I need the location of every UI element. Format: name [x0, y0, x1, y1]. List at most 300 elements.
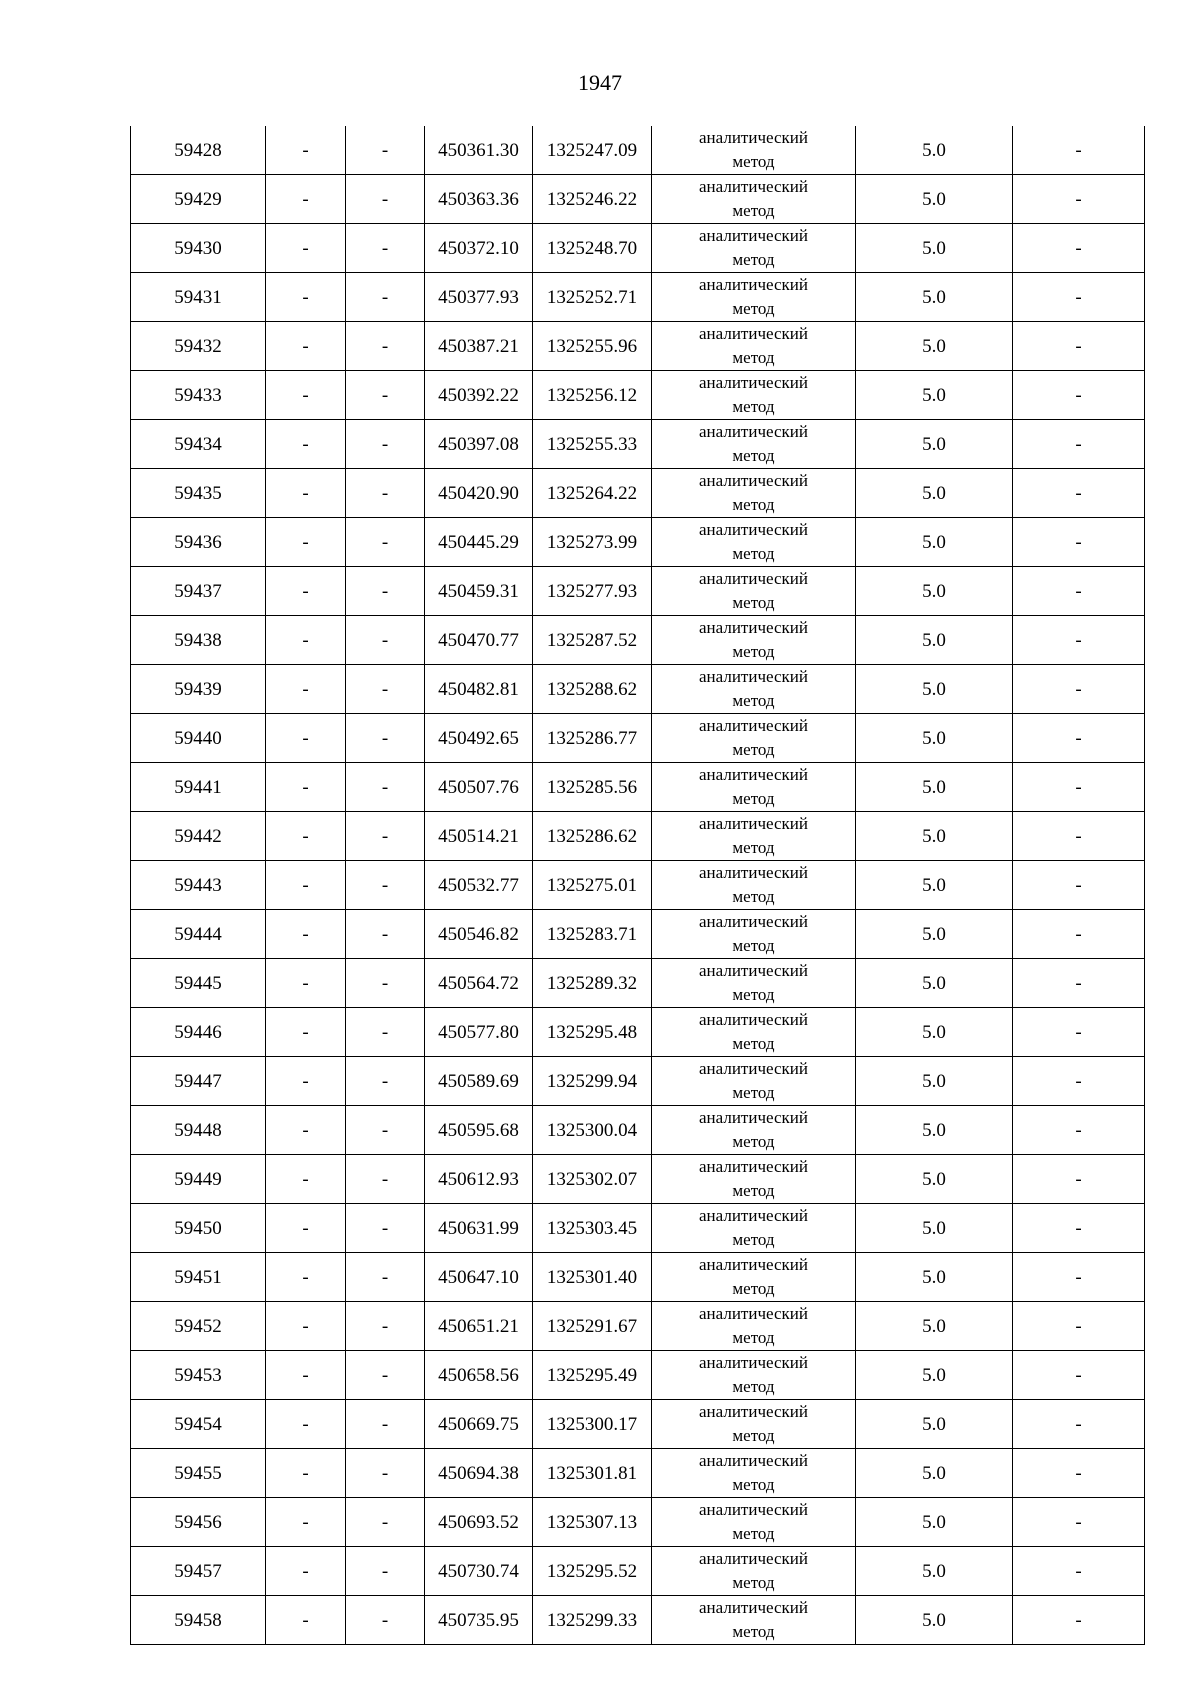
method-text-line: метод [732, 250, 775, 269]
cell-x-coordinate: 450693.52 [425, 1498, 533, 1547]
cell-precision: 5.0 [856, 126, 1013, 175]
cell-precision: 5.0 [856, 420, 1013, 469]
cell-method [652, 1547, 856, 1596]
cell-x-coordinate: 450730.74 [425, 1547, 533, 1596]
cell-y-coordinate: 1325288.62 [533, 665, 652, 714]
method-text-line: аналитический [699, 1059, 808, 1078]
cell-y-coordinate: 1325299.33 [533, 1596, 652, 1645]
cell-col2: - [266, 469, 346, 518]
cell-precision: 5.0 [856, 1155, 1013, 1204]
cell-point-id: 59436 [131, 518, 266, 567]
cell-col8: - [1013, 469, 1145, 518]
cell-col2: - [266, 1155, 346, 1204]
cell-method [652, 1449, 856, 1498]
cell-col3: - [346, 665, 425, 714]
cell-col8: - [1013, 1351, 1145, 1400]
cell-y-coordinate: 1325295.49 [533, 1351, 652, 1400]
cell-point-id: 59455 [131, 1449, 266, 1498]
method-text-line: аналитический [699, 1500, 808, 1519]
method-text-line: метод [732, 1475, 775, 1494]
method-text-line: аналитический [699, 1549, 808, 1568]
method-text-line: метод [732, 1230, 775, 1249]
cell-col3: - [346, 1155, 425, 1204]
cell-point-id: 59452 [131, 1302, 266, 1351]
cell-y-coordinate: 1325300.04 [533, 1106, 652, 1155]
cell-method [652, 1253, 856, 1302]
cell-x-coordinate: 450514.21 [425, 812, 533, 861]
cell-x-coordinate: 450387.21 [425, 322, 533, 371]
cell-method [652, 175, 856, 224]
cell-col3: - [346, 1596, 425, 1645]
cell-method [652, 518, 856, 567]
cell-y-coordinate: 1325295.48 [533, 1008, 652, 1057]
table-row [131, 518, 1145, 567]
cell-precision: 5.0 [856, 812, 1013, 861]
cell-point-id: 59438 [131, 616, 266, 665]
cell-point-id: 59456 [131, 1498, 266, 1547]
cell-col8: - [1013, 1302, 1145, 1351]
cell-x-coordinate: 450420.90 [425, 469, 533, 518]
method-text-line: метод [732, 397, 775, 416]
cell-method [652, 420, 856, 469]
cell-col3: - [346, 1008, 425, 1057]
cell-precision: 5.0 [856, 714, 1013, 763]
cell-x-coordinate: 450612.93 [425, 1155, 533, 1204]
method-text-line: аналитический [699, 765, 808, 784]
cell-x-coordinate: 450377.93 [425, 273, 533, 322]
method-text-line: аналитический [699, 1598, 808, 1617]
method-text-line: аналитический [699, 177, 808, 196]
cell-method [652, 1204, 856, 1253]
cell-method [652, 1057, 856, 1106]
method-text-line: метод [732, 544, 775, 563]
cell-x-coordinate: 450631.99 [425, 1204, 533, 1253]
cell-col2: - [266, 714, 346, 763]
cell-col3: - [346, 1057, 425, 1106]
cell-col2: - [266, 665, 346, 714]
method-text-line: метод [732, 446, 775, 465]
method-text-line: аналитический [699, 912, 808, 931]
cell-precision: 5.0 [856, 1498, 1013, 1547]
method-text-line: аналитический [699, 1010, 808, 1029]
cell-precision: 5.0 [856, 959, 1013, 1008]
cell-x-coordinate: 450577.80 [425, 1008, 533, 1057]
method-text-line: метод [732, 936, 775, 955]
cell-point-id: 59445 [131, 959, 266, 1008]
cell-x-coordinate: 450492.65 [425, 714, 533, 763]
table-row [131, 1106, 1145, 1155]
cell-point-id: 59431 [131, 273, 266, 322]
cell-y-coordinate: 1325295.52 [533, 1547, 652, 1596]
cell-col3: - [346, 1498, 425, 1547]
method-text-line: метод [732, 201, 775, 220]
cell-precision: 5.0 [856, 1596, 1013, 1645]
method-text-line: аналитический [699, 1206, 808, 1225]
cell-col8: - [1013, 714, 1145, 763]
cell-method [652, 1596, 856, 1645]
cell-x-coordinate: 450564.72 [425, 959, 533, 1008]
table-row [131, 714, 1145, 763]
method-text-line: метод [732, 1279, 775, 1298]
cell-precision: 5.0 [856, 567, 1013, 616]
cell-x-coordinate: 450445.29 [425, 518, 533, 567]
method-text-line: аналитический [699, 128, 808, 147]
cell-y-coordinate: 1325301.40 [533, 1253, 652, 1302]
table-row [131, 273, 1145, 322]
cell-precision: 5.0 [856, 518, 1013, 567]
cell-col8: - [1013, 1253, 1145, 1302]
cell-y-coordinate: 1325283.71 [533, 910, 652, 959]
cell-col3: - [346, 1400, 425, 1449]
cell-col2: - [266, 1057, 346, 1106]
method-text-line: аналитический [699, 1451, 808, 1470]
cell-x-coordinate: 450669.75 [425, 1400, 533, 1449]
cell-col8: - [1013, 1057, 1145, 1106]
cell-point-id: 59449 [131, 1155, 266, 1204]
cell-method [652, 371, 856, 420]
cell-col8: - [1013, 1204, 1145, 1253]
cell-precision: 5.0 [856, 763, 1013, 812]
cell-col2: - [266, 763, 346, 812]
method-text-line: аналитический [699, 520, 808, 539]
cell-col2: - [266, 1204, 346, 1253]
cell-col8: - [1013, 1155, 1145, 1204]
cell-point-id: 59450 [131, 1204, 266, 1253]
cell-col2: - [266, 1596, 346, 1645]
cell-col3: - [346, 1106, 425, 1155]
method-text-line: аналитический [699, 863, 808, 882]
table-row [131, 1155, 1145, 1204]
cell-col8: - [1013, 861, 1145, 910]
method-text-line: аналитический [699, 667, 808, 686]
cell-y-coordinate: 1325286.62 [533, 812, 652, 861]
method-text-line: аналитический [699, 1304, 808, 1323]
cell-col8: - [1013, 567, 1145, 616]
method-text-line: аналитический [699, 1402, 808, 1421]
method-text-line: метод [732, 495, 775, 514]
cell-col8: - [1013, 224, 1145, 273]
cell-col8: - [1013, 1498, 1145, 1547]
cell-point-id: 59442 [131, 812, 266, 861]
cell-col8: - [1013, 1400, 1145, 1449]
cell-col3: - [346, 1302, 425, 1351]
cell-col8: - [1013, 273, 1145, 322]
table-row [131, 567, 1145, 616]
method-text-line: метод [732, 789, 775, 808]
cell-x-coordinate: 450658.56 [425, 1351, 533, 1400]
table-row [131, 224, 1145, 273]
method-text-line: метод [732, 691, 775, 710]
cell-y-coordinate: 1325277.93 [533, 567, 652, 616]
cell-point-id: 59446 [131, 1008, 266, 1057]
cell-precision: 5.0 [856, 1204, 1013, 1253]
cell-x-coordinate: 450589.69 [425, 1057, 533, 1106]
table-row [131, 1547, 1145, 1596]
cell-y-coordinate: 1325246.22 [533, 175, 652, 224]
cell-col2: - [266, 224, 346, 273]
table-row [131, 1498, 1145, 1547]
cell-point-id: 59429 [131, 175, 266, 224]
cell-point-id: 59439 [131, 665, 266, 714]
table-row [131, 1596, 1145, 1645]
cell-method [652, 567, 856, 616]
cell-y-coordinate: 1325286.77 [533, 714, 652, 763]
cell-point-id: 59451 [131, 1253, 266, 1302]
cell-col2: - [266, 567, 346, 616]
cell-x-coordinate: 450546.82 [425, 910, 533, 959]
cell-col3: - [346, 616, 425, 665]
cell-method [652, 273, 856, 322]
cell-precision: 5.0 [856, 1008, 1013, 1057]
method-text-line: аналитический [699, 324, 808, 343]
cell-method [652, 1155, 856, 1204]
cell-col8: - [1013, 910, 1145, 959]
cell-y-coordinate: 1325307.13 [533, 1498, 652, 1547]
cell-col2: - [266, 1106, 346, 1155]
cell-method [652, 616, 856, 665]
cell-y-coordinate: 1325264.22 [533, 469, 652, 518]
cell-x-coordinate: 450651.21 [425, 1302, 533, 1351]
cell-method [652, 714, 856, 763]
cell-col3: - [346, 420, 425, 469]
method-text-line: метод [732, 1573, 775, 1592]
cell-precision: 5.0 [856, 665, 1013, 714]
cell-precision: 5.0 [856, 616, 1013, 665]
method-text-line: метод [732, 740, 775, 759]
cell-precision: 5.0 [856, 371, 1013, 420]
cell-col3: - [346, 322, 425, 371]
cell-point-id: 59444 [131, 910, 266, 959]
method-text-line: метод [732, 838, 775, 857]
cell-point-id: 59453 [131, 1351, 266, 1400]
cell-y-coordinate: 1325273.99 [533, 518, 652, 567]
page-number: 1947 [578, 70, 622, 95]
cell-point-id: 59454 [131, 1400, 266, 1449]
cell-col3: - [346, 224, 425, 273]
cell-y-coordinate: 1325300.17 [533, 1400, 652, 1449]
method-text-line: метод [732, 1426, 775, 1445]
cell-method [652, 126, 856, 175]
cell-method [652, 959, 856, 1008]
cell-col3: - [346, 1204, 425, 1253]
method-text-line: метод [732, 1034, 775, 1053]
cell-col2: - [266, 861, 346, 910]
cell-col2: - [266, 910, 346, 959]
cell-col3: - [346, 1253, 425, 1302]
method-text-line: аналитический [699, 1255, 808, 1274]
cell-col2: - [266, 1449, 346, 1498]
cell-y-coordinate: 1325256.12 [533, 371, 652, 420]
method-text-line: аналитический [699, 422, 808, 441]
cell-y-coordinate: 1325291.67 [533, 1302, 652, 1351]
cell-precision: 5.0 [856, 1351, 1013, 1400]
method-text-line: аналитический [699, 961, 808, 980]
cell-point-id: 59448 [131, 1106, 266, 1155]
cell-y-coordinate: 1325287.52 [533, 616, 652, 665]
cell-method [652, 322, 856, 371]
method-text-line: метод [732, 985, 775, 1004]
cell-col2: - [266, 1253, 346, 1302]
cell-col8: - [1013, 616, 1145, 665]
cell-method [652, 763, 856, 812]
cell-col2: - [266, 812, 346, 861]
cell-col8: - [1013, 812, 1145, 861]
cell-col3: - [346, 273, 425, 322]
cell-col3: - [346, 1449, 425, 1498]
table-row [131, 959, 1145, 1008]
cell-y-coordinate: 1325248.70 [533, 224, 652, 273]
cell-y-coordinate: 1325301.81 [533, 1449, 652, 1498]
method-text-line: метод [732, 1181, 775, 1200]
cell-method [652, 665, 856, 714]
cell-x-coordinate: 450372.10 [425, 224, 533, 273]
cell-y-coordinate: 1325252.71 [533, 273, 652, 322]
cell-x-coordinate: 450647.10 [425, 1253, 533, 1302]
cell-col8: - [1013, 1547, 1145, 1596]
cell-method [652, 1008, 856, 1057]
cell-x-coordinate: 450507.76 [425, 763, 533, 812]
cell-precision: 5.0 [856, 1106, 1013, 1155]
method-text-line: аналитический [699, 1108, 808, 1127]
cell-y-coordinate: 1325275.01 [533, 861, 652, 910]
cell-precision: 5.0 [856, 224, 1013, 273]
cell-col3: - [346, 861, 425, 910]
cell-y-coordinate: 1325247.09 [533, 126, 652, 175]
table-row [131, 1351, 1145, 1400]
cell-col3: - [346, 175, 425, 224]
table-row [131, 1449, 1145, 1498]
cell-point-id: 59437 [131, 567, 266, 616]
cell-precision: 5.0 [856, 469, 1013, 518]
method-text-line: метод [732, 1377, 775, 1396]
cell-col8: - [1013, 518, 1145, 567]
cell-point-id: 59447 [131, 1057, 266, 1106]
cell-col3: - [346, 763, 425, 812]
cell-precision: 5.0 [856, 322, 1013, 371]
cell-col2: - [266, 371, 346, 420]
table-row [131, 763, 1145, 812]
method-text-line: метод [732, 1622, 775, 1641]
cell-point-id: 59440 [131, 714, 266, 763]
table-row [131, 469, 1145, 518]
cell-precision: 5.0 [856, 1302, 1013, 1351]
cell-method [652, 1302, 856, 1351]
table-row [131, 1253, 1145, 1302]
cell-precision: 5.0 [856, 1400, 1013, 1449]
method-text-line: аналитический [699, 1353, 808, 1372]
table-row [131, 861, 1145, 910]
cell-y-coordinate: 1325255.33 [533, 420, 652, 469]
cell-col8: - [1013, 959, 1145, 1008]
cell-method [652, 224, 856, 273]
cell-x-coordinate: 450532.77 [425, 861, 533, 910]
cell-col2: - [266, 126, 346, 175]
table-row [131, 322, 1145, 371]
method-text-line: метод [732, 1083, 775, 1102]
method-text-line: метод [732, 642, 775, 661]
cell-point-id: 59434 [131, 420, 266, 469]
table-row [131, 910, 1145, 959]
cell-col2: - [266, 518, 346, 567]
cell-x-coordinate: 450482.81 [425, 665, 533, 714]
cell-precision: 5.0 [856, 1057, 1013, 1106]
cell-col3: - [346, 567, 425, 616]
cell-precision: 5.0 [856, 1449, 1013, 1498]
cell-point-id: 59430 [131, 224, 266, 273]
cell-col8: - [1013, 1596, 1145, 1645]
table-row [131, 1057, 1145, 1106]
cell-col8: - [1013, 665, 1145, 714]
cell-col8: - [1013, 1008, 1145, 1057]
cell-col3: - [346, 518, 425, 567]
cell-col8: - [1013, 175, 1145, 224]
cell-point-id: 59441 [131, 763, 266, 812]
cell-precision: 5.0 [856, 910, 1013, 959]
method-text-line: аналитический [699, 1157, 808, 1176]
cell-col2: - [266, 1302, 346, 1351]
cell-x-coordinate: 450735.95 [425, 1596, 533, 1645]
table-body [131, 126, 1145, 1645]
cell-x-coordinate: 450361.30 [425, 126, 533, 175]
cell-col2: - [266, 1351, 346, 1400]
cell-method [652, 1400, 856, 1449]
cell-col2: - [266, 1400, 346, 1449]
cell-x-coordinate: 450694.38 [425, 1449, 533, 1498]
method-text-line: аналитический [699, 373, 808, 392]
cell-precision: 5.0 [856, 273, 1013, 322]
cell-x-coordinate: 450397.08 [425, 420, 533, 469]
cell-col8: - [1013, 371, 1145, 420]
cell-col8: - [1013, 763, 1145, 812]
table-row [131, 371, 1145, 420]
cell-point-id: 59433 [131, 371, 266, 420]
cell-method [652, 1351, 856, 1400]
table-row [131, 1204, 1145, 1253]
method-text-line: метод [732, 1328, 775, 1347]
cell-col3: - [346, 469, 425, 518]
cell-y-coordinate: 1325255.96 [533, 322, 652, 371]
cell-col2: - [266, 1498, 346, 1547]
cell-x-coordinate: 450459.31 [425, 567, 533, 616]
method-text-line: аналитический [699, 275, 808, 294]
method-text-line: аналитический [699, 618, 808, 637]
cell-y-coordinate: 1325285.56 [533, 763, 652, 812]
coordinates-table [130, 126, 1145, 1645]
cell-col2: - [266, 959, 346, 1008]
cell-point-id: 59458 [131, 1596, 266, 1645]
cell-col8: - [1013, 1449, 1145, 1498]
method-text-line: аналитический [699, 716, 808, 735]
method-text-line: метод [732, 887, 775, 906]
table-row [131, 175, 1145, 224]
method-text-line: метод [732, 348, 775, 367]
cell-precision: 5.0 [856, 175, 1013, 224]
cell-method [652, 1498, 856, 1547]
table-row [131, 126, 1145, 175]
table-row [131, 812, 1145, 861]
cell-col3: - [346, 910, 425, 959]
cell-method [652, 469, 856, 518]
cell-y-coordinate: 1325303.45 [533, 1204, 652, 1253]
cell-col8: - [1013, 126, 1145, 175]
cell-precision: 5.0 [856, 1253, 1013, 1302]
cell-col8: - [1013, 1106, 1145, 1155]
table-row [131, 1008, 1145, 1057]
cell-col2: - [266, 420, 346, 469]
cell-x-coordinate: 450392.22 [425, 371, 533, 420]
cell-method [652, 861, 856, 910]
cell-method [652, 910, 856, 959]
